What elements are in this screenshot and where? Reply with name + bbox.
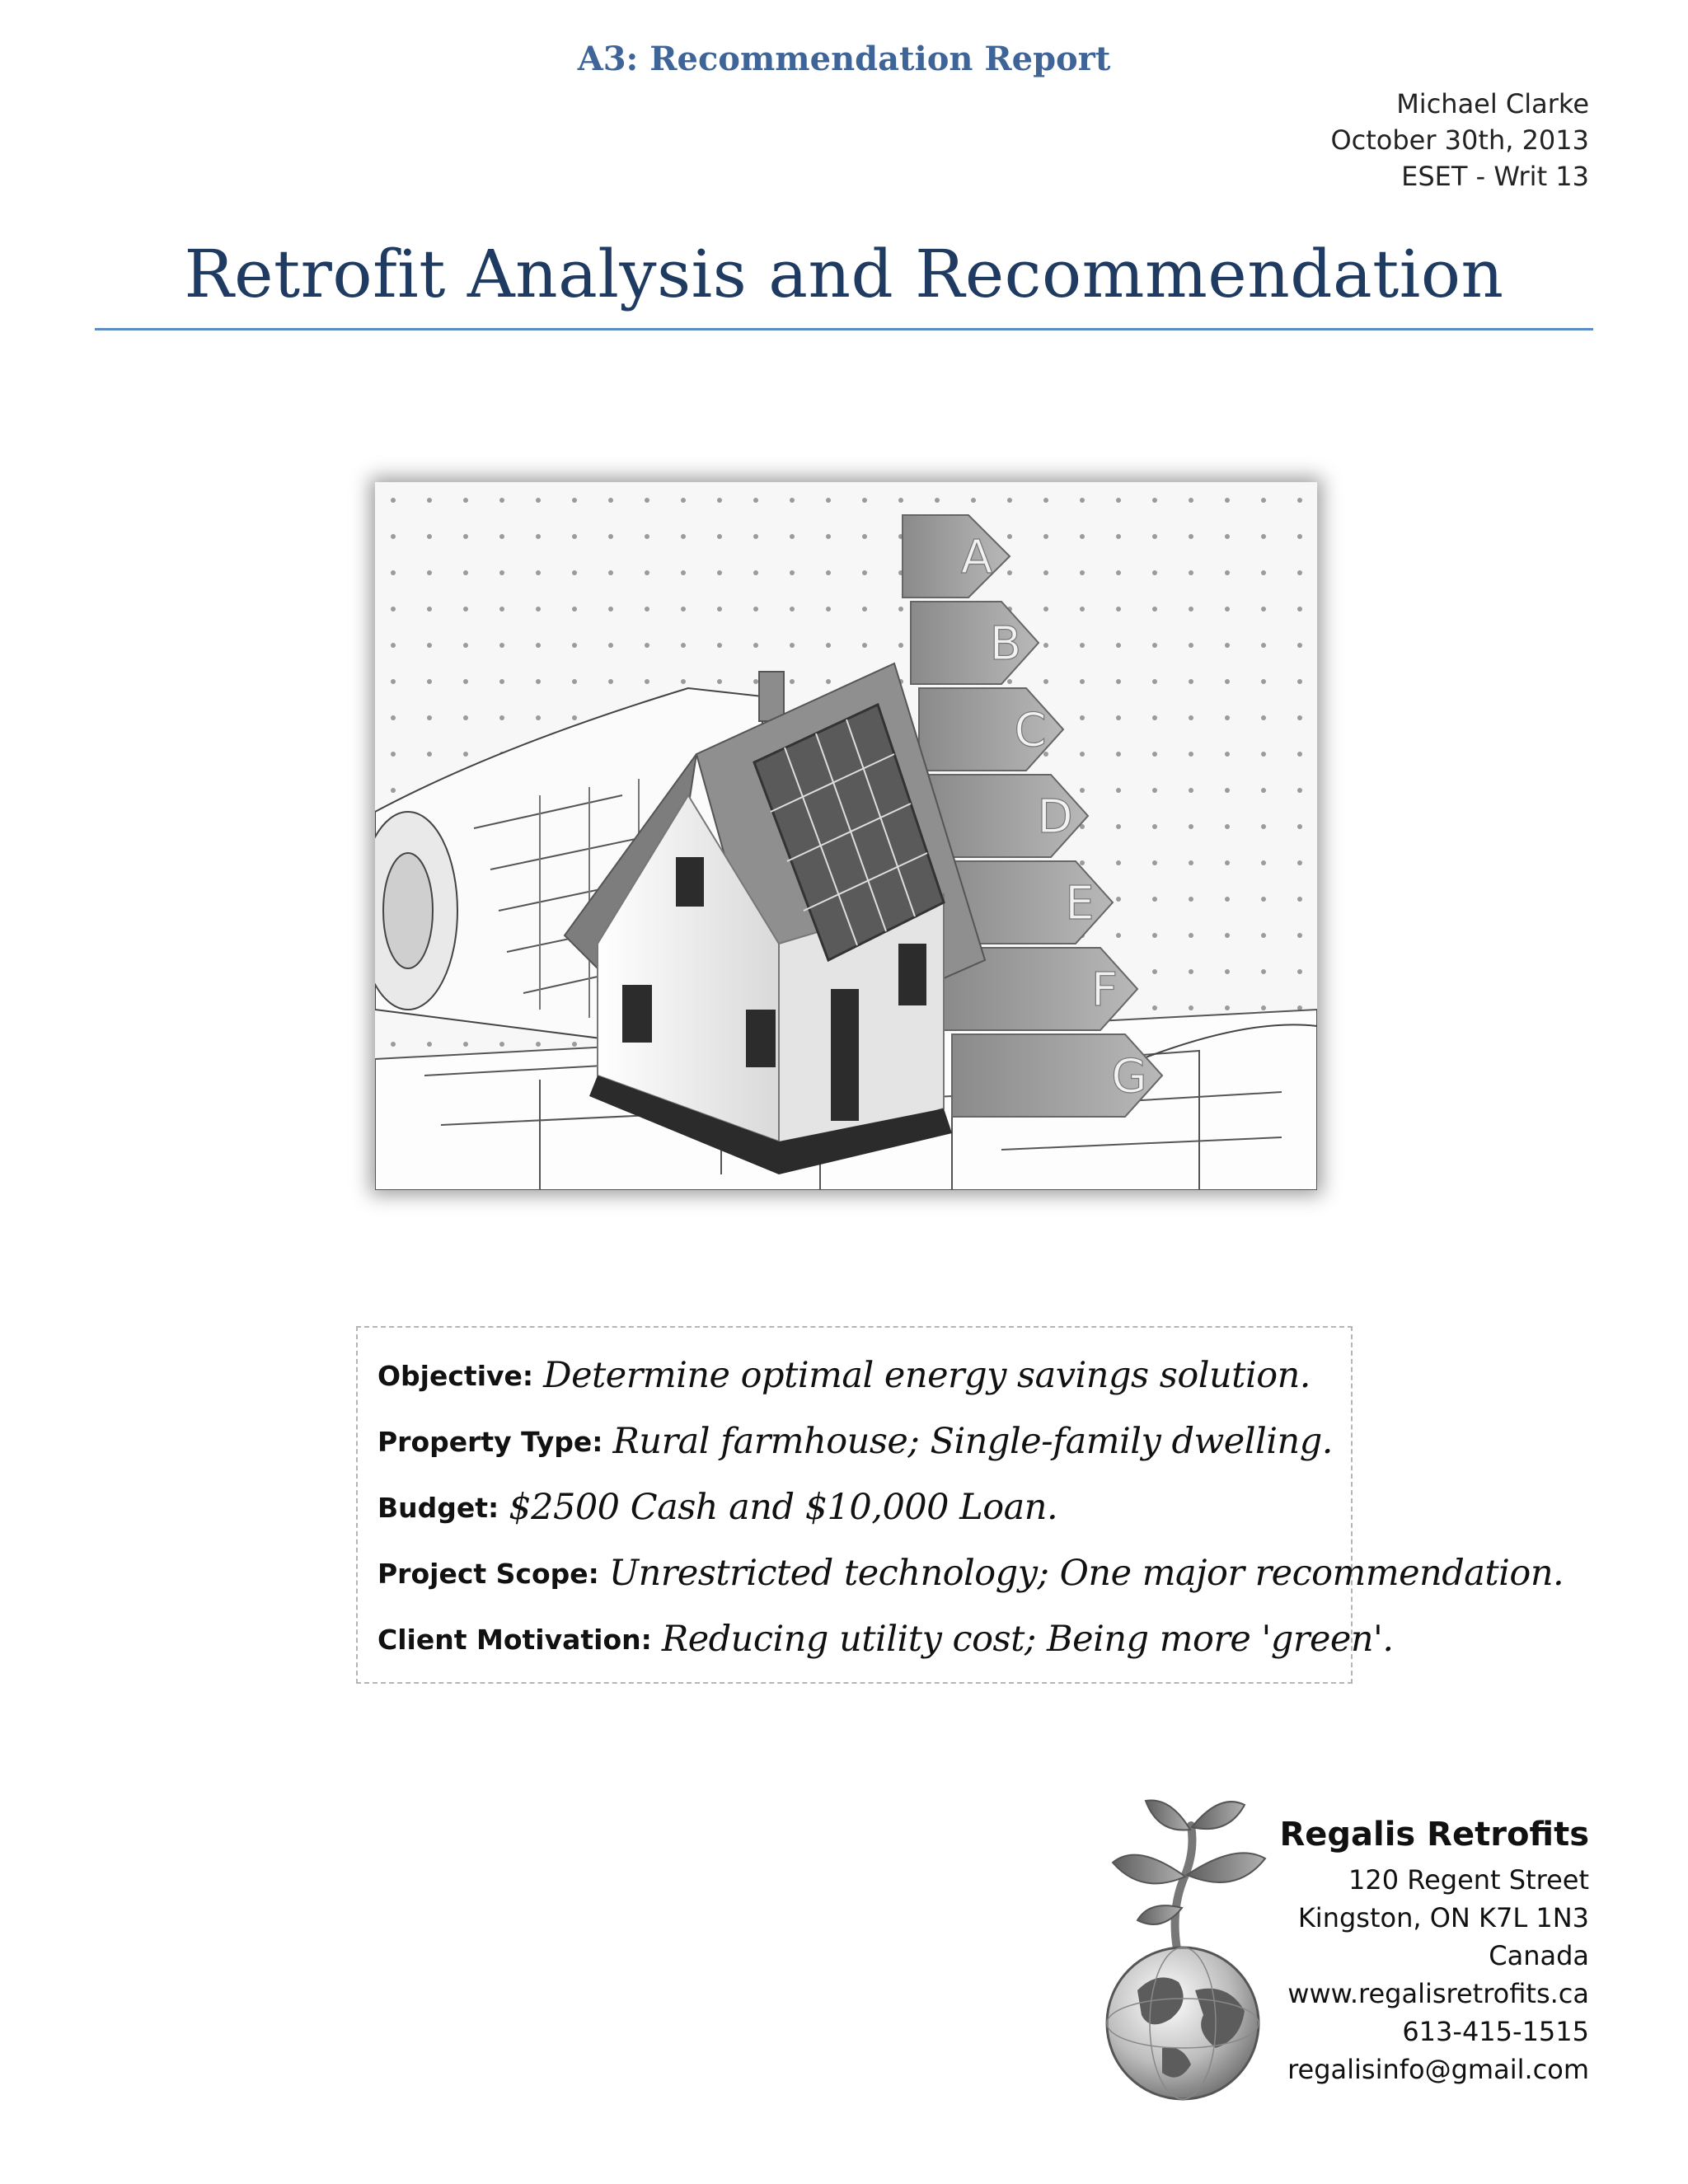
window-side bbox=[898, 944, 926, 1005]
company-street: 120 Regent Street bbox=[1348, 1864, 1589, 1896]
project-summary-box bbox=[356, 1326, 1564, 1684]
project-scope-value: Unrestricted technology; One major recommendation. bbox=[608, 1553, 1564, 1594]
company-phone: 613-415-1515 bbox=[1402, 2016, 1589, 2047]
hero-image bbox=[375, 482, 1317, 1190]
globe-icon bbox=[1107, 1947, 1259, 2099]
summary-row-objective bbox=[377, 1343, 1331, 1408]
rating-letter-a: A bbox=[960, 531, 993, 584]
course-code: ESET - Writ 13 bbox=[1401, 161, 1589, 192]
rating-letter-g: G bbox=[1111, 1050, 1147, 1104]
company-city: Kingston, ON K7L 1N3 bbox=[1297, 1902, 1589, 1933]
company-country: Canada bbox=[1489, 1940, 1589, 1971]
sprout-icon bbox=[1113, 1800, 1265, 1949]
summary-row-budget bbox=[377, 1474, 1331, 1540]
title-divider bbox=[95, 328, 1593, 330]
report-date: October 30th, 2013 bbox=[1330, 124, 1589, 156]
company-website-link[interactable]: www.regalisretrofits.ca bbox=[1287, 1978, 1589, 2009]
property-type-label: Property Type: bbox=[377, 1425, 603, 1458]
page-title: Retrofit Analysis and Recommendation bbox=[184, 236, 1504, 312]
rating-letter-d: D bbox=[1037, 790, 1073, 844]
summary-row-client-motivation bbox=[377, 1606, 1394, 1672]
chimney bbox=[759, 672, 784, 721]
author-block bbox=[1330, 86, 1589, 194]
company-contact-block bbox=[1279, 1811, 1589, 2088]
window-right bbox=[746, 1010, 776, 1067]
company-name: Regalis Retrofits bbox=[1279, 1816, 1589, 1854]
project-scope-label: Project Scope: bbox=[377, 1557, 599, 1590]
budget-value: $2500 Cash and $10,000 Loan. bbox=[509, 1487, 1058, 1528]
rating-letter-e: E bbox=[1065, 877, 1095, 930]
objective-value: Determine optimal energy savings solution. bbox=[543, 1355, 1311, 1396]
company-logo bbox=[1080, 1784, 1286, 2102]
objective-label: Objective: bbox=[377, 1359, 534, 1392]
report-label: A3: Recommendation Report bbox=[577, 40, 1111, 78]
window-attic bbox=[676, 857, 704, 907]
rating-letter-c: C bbox=[1014, 704, 1047, 757]
budget-label: Budget: bbox=[377, 1491, 499, 1524]
door bbox=[831, 989, 859, 1121]
summary-row-project-scope bbox=[377, 1540, 1564, 1606]
client-motivation-value: Reducing utility cost; Being more 'green'. bbox=[661, 1619, 1394, 1660]
client-motivation-label: Client Motivation: bbox=[377, 1623, 652, 1656]
author-name: Michael Clarke bbox=[1396, 88, 1589, 120]
summary-row-property-type bbox=[377, 1408, 1331, 1474]
rating-letter-b: B bbox=[989, 617, 1022, 671]
rating-letter-f: F bbox=[1090, 963, 1118, 1017]
company-email-link[interactable]: regalisinfo@gmail.com bbox=[1287, 2054, 1589, 2085]
window-left bbox=[622, 985, 652, 1043]
property-type-value: Rural farmhouse; Single-family dwelling. bbox=[612, 1421, 1333, 1462]
